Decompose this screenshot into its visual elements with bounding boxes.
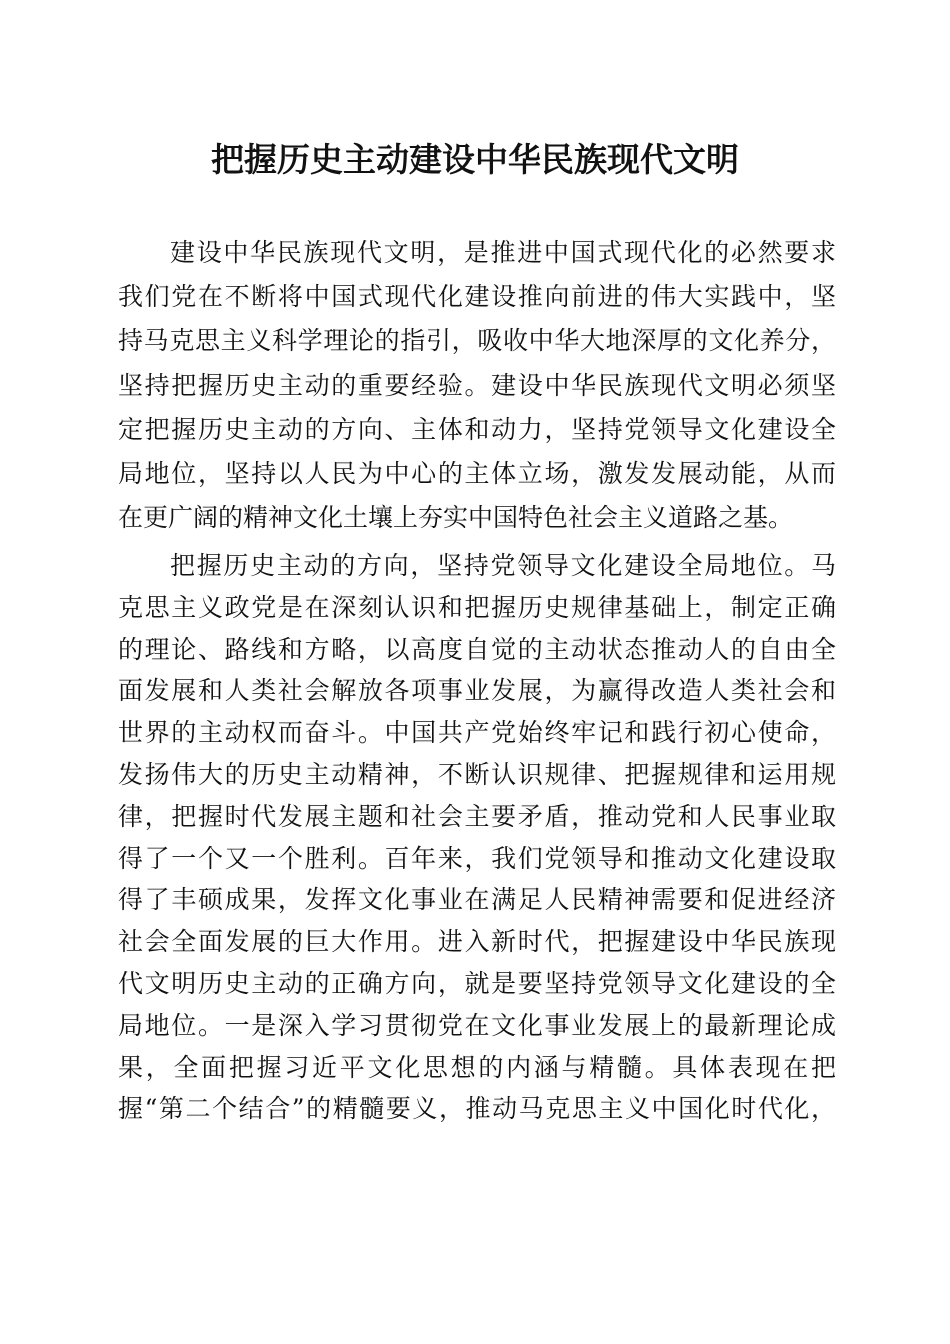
text-line: 我们党在不断将中国式现代化建设推向前进的伟大实践中，坚: [118, 282, 836, 312]
text-line: 建设中华民族现代文明，是推进中国式现代化的必然要求: [170, 238, 836, 267]
text-line: 坚持把握历史主动的重要经验。建设中华民族现代文明必须坚: [118, 370, 836, 400]
text-line: 握“第二个结合”的精髓要义，推动马克思主义中国化时代化，: [118, 1094, 836, 1124]
text-line: 克思主义政党是在深刻认识和把握历史规律基础上，制定正确: [118, 592, 836, 622]
text-line: 世界的主动权而奋斗。中国共产党始终牢记和践行初心使命，: [118, 718, 836, 748]
text-line: 得了一个又一个胜利。百年来，我们党领导和推动文化建设取: [118, 843, 836, 873]
text-line: 果，全面把握习近平文化思想的内涵与精髓。具体表现在把: [118, 1052, 836, 1082]
text-line: 社会全面发展的巨大作用。进入新时代，把握建设中华民族现: [118, 927, 836, 957]
text-line: 发扬伟大的历史主动精神，不断认识规律、把握规律和运用规: [118, 759, 836, 789]
text-line: 定把握历史主动的方向、主体和动力，坚持党领导文化建设全: [118, 414, 836, 444]
paragraph-2: [118, 545, 836, 1130]
text-line: 得了丰硕成果，发挥文化事业在满足人民精神需要和促进经济: [118, 885, 836, 915]
text-line: 在更广阔的精神文化土壤上夯实中国特色社会主义道路之基。: [118, 503, 794, 533]
text-line: 代文明历史主动的正确方向，就是要坚持党领导文化建设的全: [118, 968, 836, 998]
text-line: 局地位。一是深入学习贯彻党在文化事业发展上的最新理论成: [118, 1010, 836, 1040]
paragraph-1: [118, 231, 836, 540]
document-title: 把握历史主动建设中华民族现代文明: [211, 140, 739, 179]
text-line: 面发展和人类社会解放各项事业发展，为赢得改造人类社会和: [118, 676, 836, 706]
text-line: 的理论、路线和方略，以高度自觉的主动状态推动人的自由全: [118, 634, 836, 664]
text-line: 持马克思主义科学理论的指引，吸收中华大地深厚的文化养分，: [118, 326, 836, 356]
text-line: 局地位，坚持以人民为中心的主体立场，激发发展动能，从而: [118, 459, 836, 489]
text-line: 律，把握时代发展主题和社会主要矛盾，推动党和人民事业取: [118, 801, 836, 831]
text-line: 把握历史主动的方向，坚持党领导文化建设全局地位。马: [170, 551, 836, 580]
